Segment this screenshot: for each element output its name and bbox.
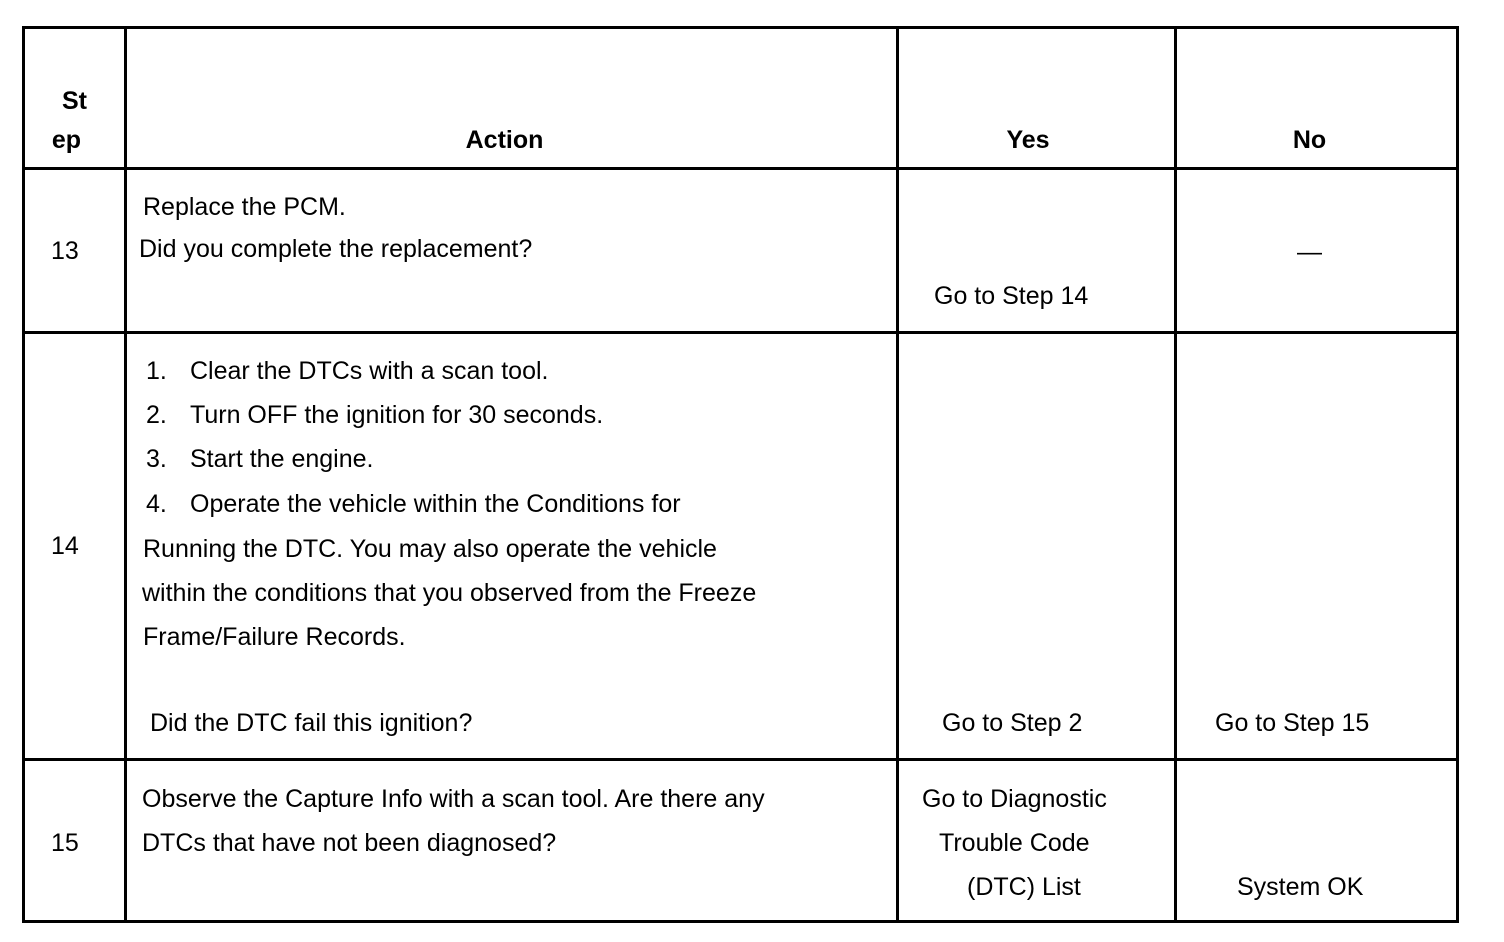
list-item-text: Clear the DTCs with a scan tool. [190,357,549,385]
no-result: Go to Step 15 [1215,709,1370,737]
table-bottom-border [22,920,1459,923]
header-step-line2: ep [51,126,82,154]
action-continuation: within the conditions that you observed from the Freeze [142,579,757,607]
header-divider [22,167,1459,170]
list-item-number: 4. [146,490,167,518]
table-left-border [22,26,25,923]
list-item-number: 1. [146,357,167,385]
step-number: 15 [51,829,79,857]
list-item-text: Start the engine. [190,445,374,473]
action-question: Did you complete the replacement? [139,235,533,263]
no-result: — [1297,238,1322,266]
column-divider [124,26,127,923]
yes-result-line: (DTC) List [967,873,1081,901]
action-question: Did the DTC fail this ignition? [150,709,473,737]
row-divider [22,331,1459,334]
row-divider [22,758,1459,761]
header-yes: Yes [1006,126,1050,154]
column-divider [1174,26,1177,923]
yes-result-line: Trouble Code [939,829,1090,857]
list-item-text: Operate the vehicle within the Conditions for [190,490,681,518]
action-text: Observe the Capture Info with a scan tool. Are there any [142,785,765,813]
action-continuation: Running the DTC. You may also operate the vehicle [143,535,717,563]
yes-result: Go to Step 2 [942,709,1083,737]
header-action: Action [465,126,544,154]
table-top-border [22,26,1459,29]
action-text: DTCs that have not been diagnosed? [142,829,557,857]
list-item-number: 2. [146,401,167,429]
action-continuation: Frame/Failure Records. [143,623,406,651]
no-result: System OK [1237,873,1364,901]
yes-result: Go to Step 14 [934,282,1089,310]
header-no: No [1292,126,1327,154]
header-step-line1: St [62,87,87,115]
action-text: Replace the PCM. [143,193,346,221]
list-item-text: Turn OFF the ignition for 30 seconds. [190,401,604,429]
column-divider [896,26,899,923]
step-number: 14 [51,532,79,560]
table-right-border [1456,26,1459,923]
step-number: 13 [51,237,79,265]
list-item-number: 3. [146,445,167,473]
yes-result-line: Go to Diagnostic [922,785,1107,813]
